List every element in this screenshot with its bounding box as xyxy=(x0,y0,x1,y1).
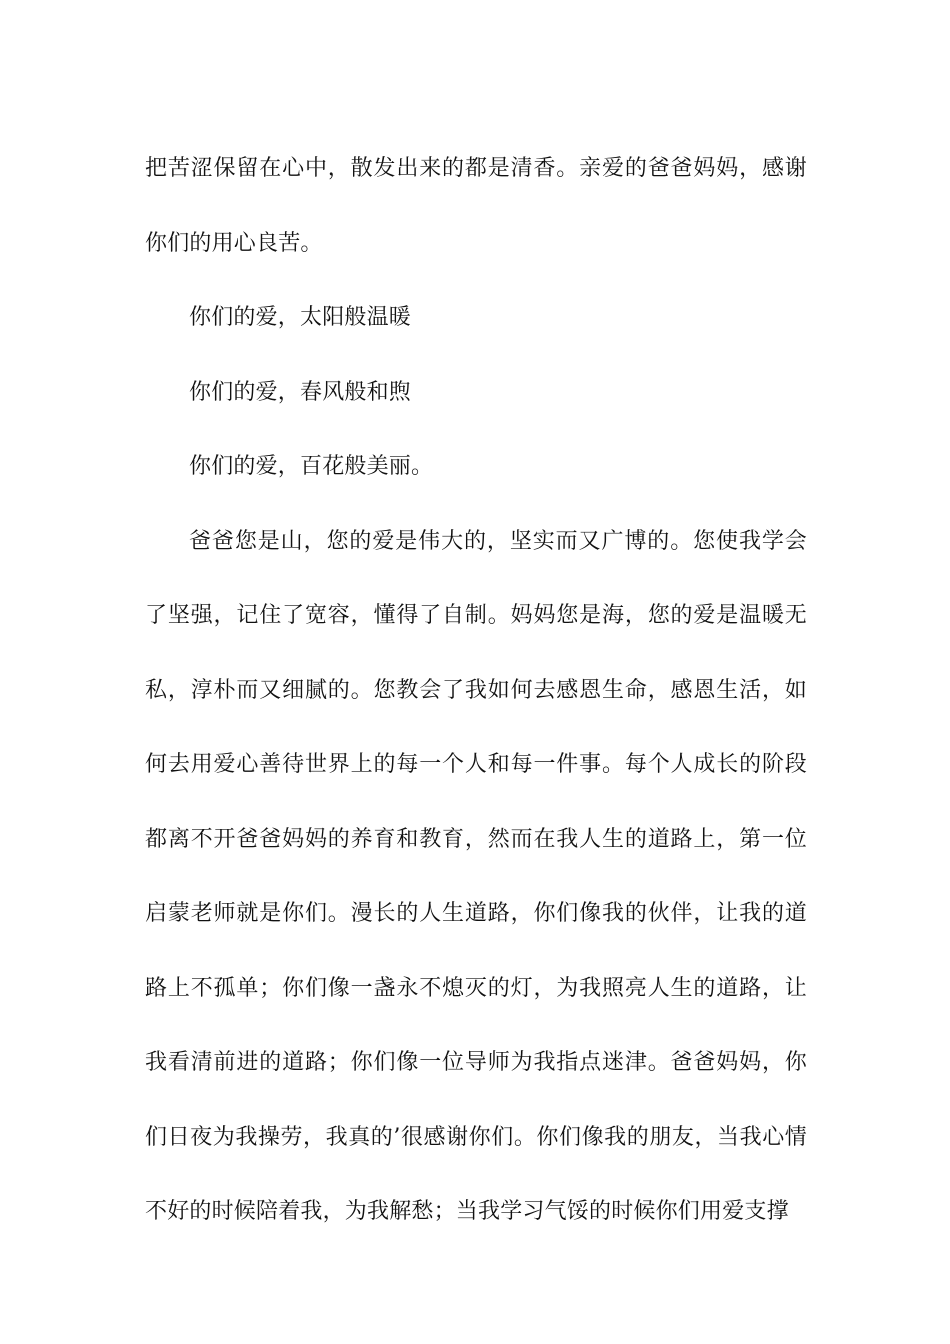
document-body xyxy=(145,132,807,1250)
paragraph-5: 爸爸您是山，您的爱是伟大的，坚实而又广博的。您使我学会了坚强，记住了宽容，懂得了自制。妈妈您是海，您的爱是温暖无私，淳朴而又细腻的。您教会了我如何去感恩生命，感恩生活，如何去用爱心善待世界上的每一个人和每一件事。每个人成长的阶段都离不开爸爸妈妈的养育和教育，然而在我人生的道路上，第一位启蒙老师就是你们。漫长的人生道路，你们像我的伙伴，让我的道路上不孤单；你们像一盏永不熄灭的灯，为我照亮人生的道路，让我看清前进的道路；你们像一位导师为我指点迷津。爸爸妈妈，你们日夜为我操劳，我真的’很感谢你们。你们像我的朋友，当我心情不好的时候陪着我，为我解愁；当我学习气馁的时候你们用爱支撑 xyxy=(145,528,807,1224)
paragraph-3: 你们的爱，春风般和煦 xyxy=(189,379,412,405)
paragraph-1: 把苦涩保留在心中，散发出来的都是清香。亲爱的爸爸妈妈，感谢你们的用心良苦。 xyxy=(145,156,807,256)
paragraph-4: 你们的爱，百花般美丽。 xyxy=(189,454,434,479)
paragraph-2: 你们的爱，太阳般温暖 xyxy=(189,305,412,330)
